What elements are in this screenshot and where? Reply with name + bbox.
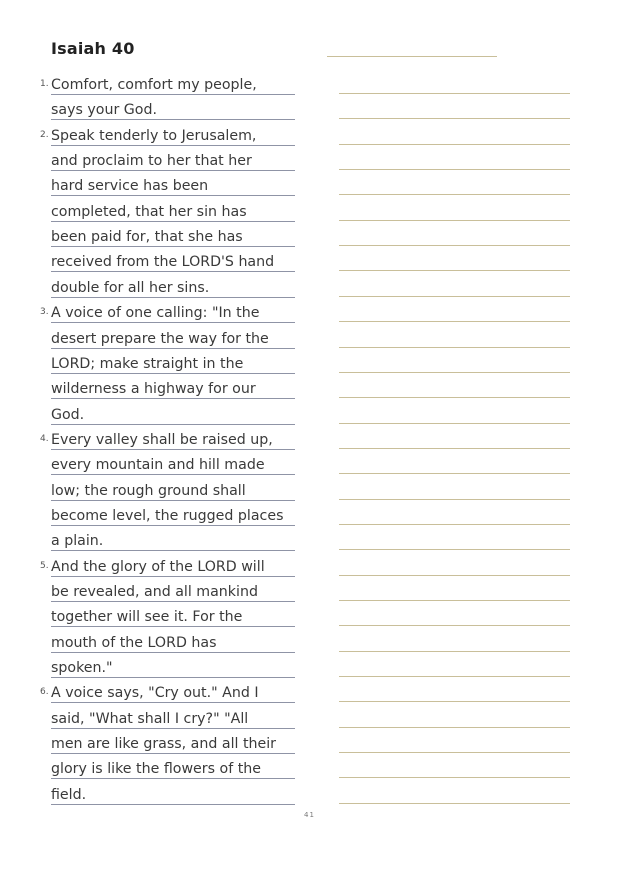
page-title: Isaiah 40 bbox=[51, 39, 135, 58]
writing-line[interactable] bbox=[339, 423, 570, 424]
verse-line-text: Comfort, comfort my people, bbox=[51, 77, 257, 93]
verse-line-text: been paid for, that she has bbox=[51, 229, 243, 246]
verse-line-text: be revealed, and all mankind bbox=[51, 584, 258, 600]
verse-number: 4. bbox=[40, 433, 49, 444]
verse-line bbox=[51, 170, 295, 196]
writing-line[interactable] bbox=[339, 270, 570, 271]
writing-line[interactable] bbox=[339, 549, 570, 550]
verse-line bbox=[51, 703, 295, 729]
verse-line-text: says your God. bbox=[51, 102, 157, 119]
verse-line bbox=[51, 348, 295, 374]
verse-line-text: received from the LORD'S hand bbox=[51, 254, 275, 271]
verse-line-text: desert prepare the way for the bbox=[51, 330, 269, 347]
verse-line-text: double for all her sins. bbox=[51, 279, 210, 296]
verse-line bbox=[51, 272, 295, 298]
verse-line bbox=[51, 399, 295, 425]
verse-line bbox=[51, 627, 295, 653]
verse-line bbox=[51, 551, 295, 577]
verse-line-text: A voice says, "Cry out." And I bbox=[51, 685, 259, 702]
writing-line[interactable] bbox=[339, 752, 570, 753]
verse-line bbox=[51, 145, 295, 171]
verse-line bbox=[51, 475, 295, 501]
verse-line-text: become level, the rugged places bbox=[51, 507, 284, 524]
verse-line bbox=[51, 196, 295, 222]
verse-line-text: mouth of the LORD has bbox=[51, 634, 217, 651]
verse-line bbox=[51, 323, 295, 349]
writing-line[interactable] bbox=[339, 245, 570, 246]
verse-line-text: glory is like the flowers of the bbox=[51, 761, 261, 778]
writing-line[interactable] bbox=[339, 118, 570, 119]
verse-line bbox=[51, 728, 295, 754]
verse-line-text: LORD; make straight in the bbox=[51, 355, 244, 372]
verse-line bbox=[51, 601, 295, 627]
writing-line[interactable] bbox=[339, 575, 570, 576]
writing-line[interactable] bbox=[339, 93, 570, 94]
verse-line bbox=[51, 424, 295, 450]
verse-line-text: field. bbox=[51, 786, 87, 803]
writing-line[interactable] bbox=[339, 777, 570, 778]
writing-line[interactable] bbox=[339, 803, 570, 804]
verse-line-text: every mountain and hill made bbox=[51, 457, 265, 474]
writing-line[interactable] bbox=[339, 169, 570, 170]
verse-line-text: together will see it. For the bbox=[51, 609, 243, 626]
verse-line bbox=[51, 677, 295, 703]
verse-number: 6. bbox=[40, 687, 49, 698]
verse-line-text: Speak tenderly to Jerusalem, bbox=[51, 127, 257, 144]
verse-line-text: said, "What shall I cry?" "All bbox=[51, 710, 249, 727]
verse-number: 5. bbox=[40, 560, 49, 571]
verse-line-text: God. bbox=[51, 406, 85, 423]
verse-number: 2. bbox=[40, 129, 49, 140]
writing-line[interactable] bbox=[339, 701, 570, 702]
verse-line bbox=[51, 373, 295, 399]
verse-line-text: spoken." bbox=[51, 660, 113, 677]
verse-line bbox=[51, 297, 295, 323]
verse-line bbox=[51, 500, 295, 526]
verse-number: 3. bbox=[40, 307, 49, 318]
verse-line bbox=[51, 652, 295, 678]
writing-line[interactable] bbox=[339, 448, 570, 449]
writing-line[interactable] bbox=[339, 321, 570, 322]
writing-line[interactable] bbox=[339, 397, 570, 398]
verse-line bbox=[51, 246, 295, 272]
writing-line[interactable] bbox=[339, 600, 570, 601]
verse-line bbox=[51, 576, 295, 602]
writing-line[interactable] bbox=[339, 625, 570, 626]
writing-line[interactable] bbox=[339, 651, 570, 652]
name-write-line[interactable] bbox=[327, 56, 497, 57]
verse-line-text: A voice of one calling: "In the bbox=[51, 305, 260, 322]
verse-line-text: And the glory of the LORD will bbox=[51, 558, 265, 575]
verse-line-text: Every valley shall be raised up, bbox=[51, 431, 273, 448]
verse-line bbox=[51, 120, 295, 146]
writing-line[interactable] bbox=[339, 499, 570, 500]
writing-line[interactable] bbox=[339, 347, 570, 348]
verse-line-text: and proclaim to her that her bbox=[51, 153, 252, 170]
writing-line[interactable] bbox=[339, 220, 570, 221]
verse-line bbox=[51, 525, 295, 551]
verse-line bbox=[51, 753, 295, 779]
verse-line-text: men are like grass, and all their bbox=[51, 736, 277, 753]
page-number: 41 bbox=[304, 811, 315, 819]
verse-line-text: low; the rough ground shall bbox=[51, 482, 246, 499]
writing-line[interactable] bbox=[339, 676, 570, 677]
verse-line-text: completed, that her sin has bbox=[51, 203, 247, 220]
verse-number: 1. bbox=[40, 79, 49, 89]
verse-line-text: hard service has been bbox=[51, 178, 209, 195]
writing-line[interactable] bbox=[339, 473, 570, 474]
verse-line bbox=[51, 779, 295, 805]
writing-line[interactable] bbox=[339, 194, 570, 195]
verse-line bbox=[51, 69, 295, 95]
writing-line[interactable] bbox=[339, 524, 570, 525]
writing-line[interactable] bbox=[339, 372, 570, 373]
verse-line bbox=[51, 94, 295, 120]
verse-line bbox=[51, 221, 295, 247]
verse-line-text: wilderness a highway for our bbox=[51, 381, 256, 398]
writing-line[interactable] bbox=[339, 296, 570, 297]
writing-line[interactable] bbox=[339, 144, 570, 145]
writing-line[interactable] bbox=[339, 727, 570, 728]
verse-line bbox=[51, 449, 295, 475]
verse-line-text: a plain. bbox=[51, 533, 104, 550]
